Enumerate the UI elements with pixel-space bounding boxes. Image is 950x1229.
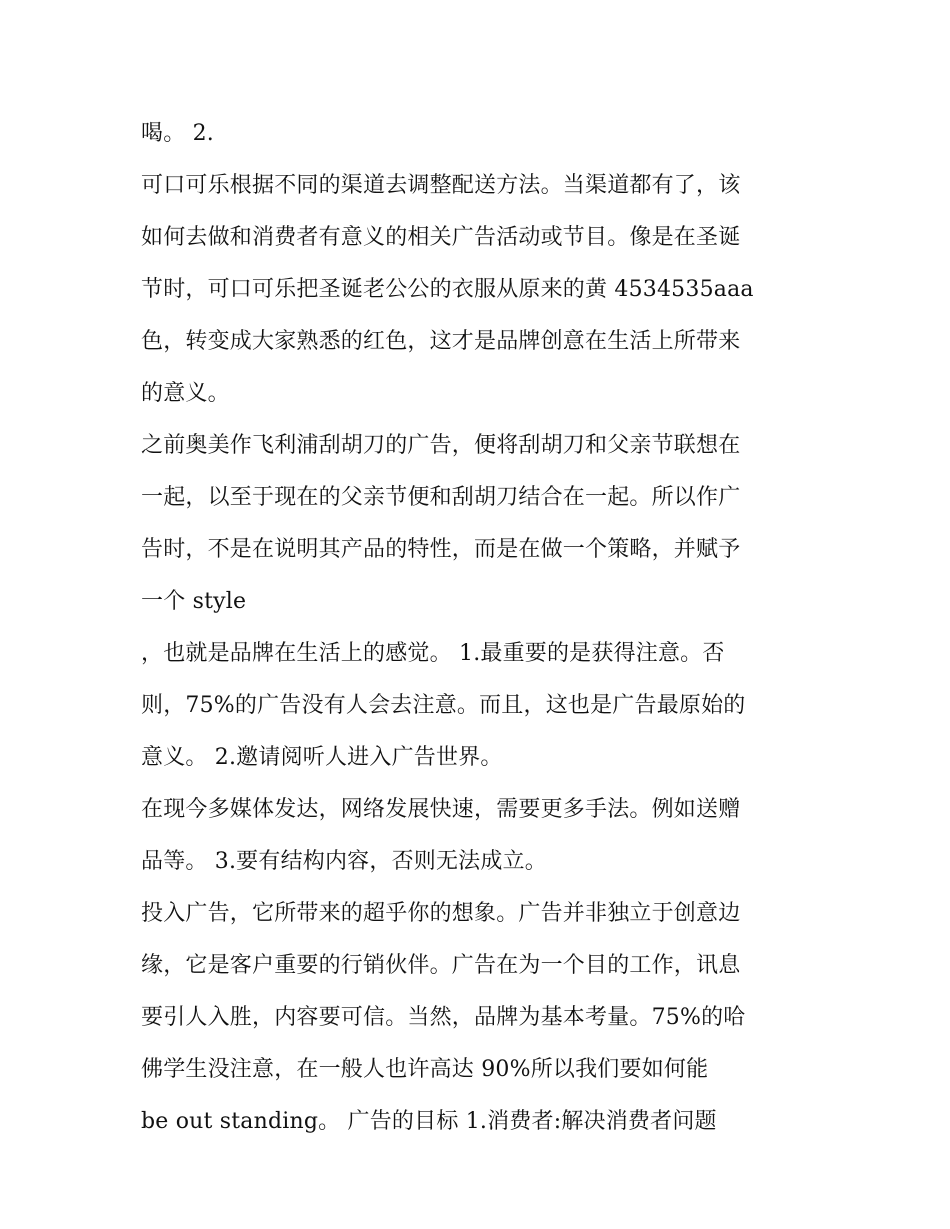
- text-line: 一起，以至于现在的父亲节便和刮胡刀结合在一起。所以作广: [141, 485, 741, 510]
- text-line: be out standing。 广告的目标 1.消费者:解决消费者问题: [141, 1109, 717, 1134]
- text-line: 之前奥美作飞利浦刮胡刀的广告，便将刮胡刀和父亲节联想在: [141, 433, 741, 458]
- text-line: 节时，可口可乐把圣诞老公公的衣服从原来的黄 4534535aaa: [141, 277, 754, 302]
- text-line: 喝。 2.: [141, 121, 214, 146]
- text-line: 佛学生没注意，在一般人也许高达 90%所以我们要如何能: [141, 1057, 709, 1082]
- text-line: 告时，不是在说明其产品的特性，而是在做一个策略，并赋予: [141, 537, 741, 562]
- text-line: 一个 style: [141, 589, 247, 614]
- text-line: 则，75%的广告没有人会去注意。而且，这也是广告最原始的: [141, 693, 746, 718]
- text-line: 缘，它是客户重要的行销伙伴。广告在为一个目的工作，讯息: [141, 953, 741, 978]
- text-line: 如何去做和消费者有意义的相关广告活动或节目。像是在圣诞: [141, 225, 741, 250]
- text-line: 在现今多媒体发达，网络发展快速，需要更多手法。例如送赠: [141, 797, 741, 822]
- document-text-block: [141, 108, 821, 1148]
- text-line: 投入广告，它所带来的超乎你的想象。广告并非独立于创意边: [141, 901, 741, 926]
- text-line: 的意义。: [141, 381, 230, 406]
- text-line: 意义。 2.邀请阅听人进入广告世界。: [141, 745, 503, 770]
- text-line: ，也就是品牌在生活上的感觉。 1.最重要的是获得注意。否: [141, 641, 725, 666]
- text-line: 色，转变成大家熟悉的红色，这才是品牌创意在生活上所带来: [141, 329, 741, 354]
- text-line: 品等。 3.要有结构内容，否则无法成立。: [141, 849, 547, 874]
- text-line: 可口可乐根据不同的渠道去调整配送方法。当渠道都有了，该: [141, 173, 741, 198]
- text-line: 要引人入胜，内容要可信。当然，品牌为基本考量。75%的哈: [141, 1005, 746, 1030]
